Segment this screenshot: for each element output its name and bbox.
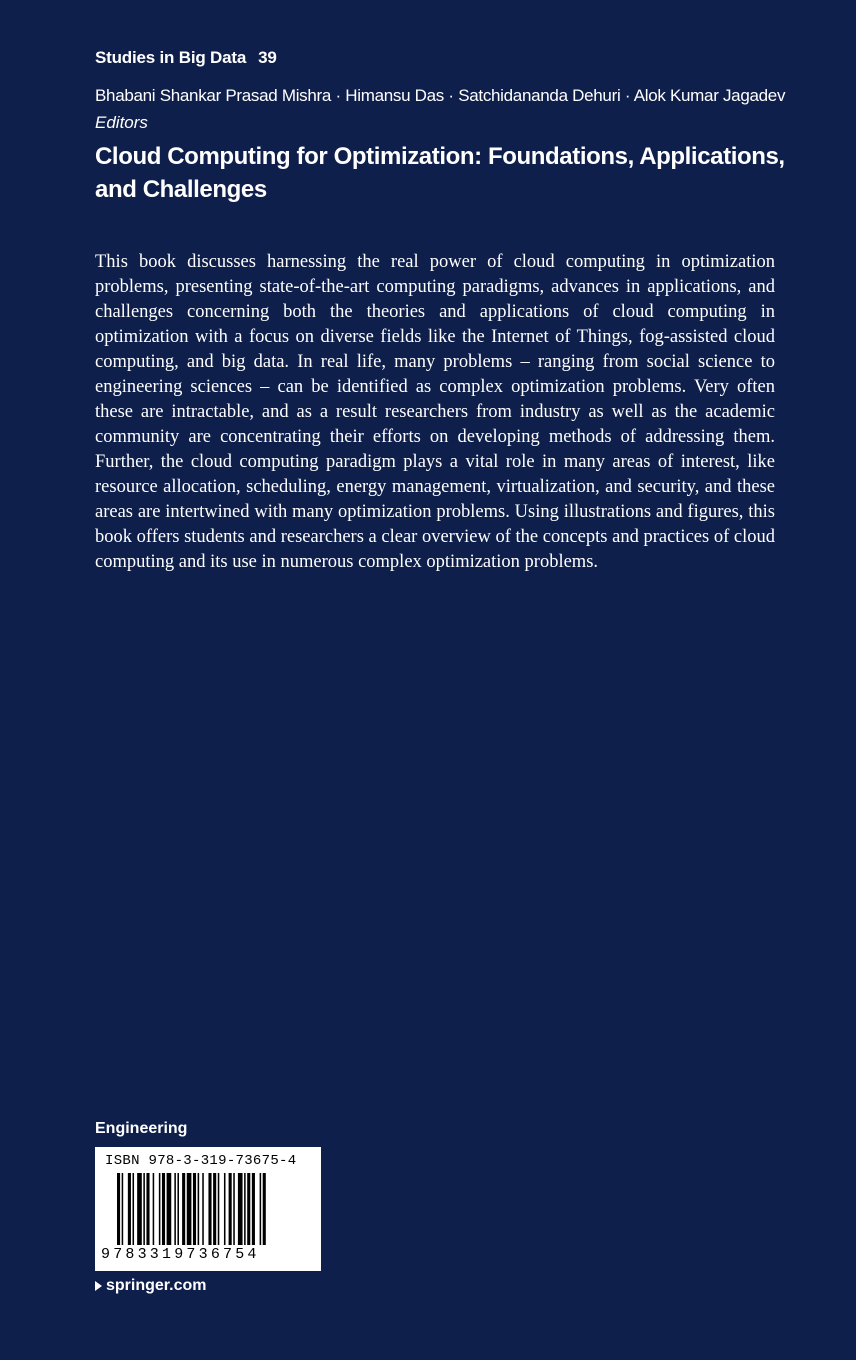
barcode-bar [202,1173,204,1245]
barcode-bar [143,1173,145,1245]
barcode-bar [193,1173,196,1245]
barcode-digits: 9783319736754 [101,1246,260,1263]
barcode-bar [153,1173,155,1245]
publisher-url: springer.com [106,1277,207,1294]
barcode-bar [213,1173,216,1245]
barcode-bar [182,1173,185,1245]
barcode-bar [187,1173,192,1245]
barcode-bar [162,1173,165,1245]
barcode-bar [146,1173,149,1245]
barcode-bar [133,1173,135,1245]
barcode-bar [117,1173,120,1245]
barcode-bar [174,1173,176,1245]
barcode-bar [247,1173,250,1245]
editor-names: Bhabani Shankar Prasad Mishra · Himansu Das · Satchidananda Dehuri · Alok Kumar Jagadev [95,86,786,105]
series-volume: 39 [258,48,277,67]
arrow-right-icon [95,1281,102,1291]
barcode-bar [198,1173,200,1245]
publisher-link[interactable] [95,1277,206,1295]
barcode-bar [159,1173,161,1245]
editors-label: Editors [95,113,148,132]
barcode-bar [263,1173,266,1245]
barcode-bar [252,1173,255,1245]
barcode-bar [137,1173,142,1245]
book-description: This book discusses harnessing the real power of cloud computing in optimization problems, presenting state-of-the-art computing paradigms, advances in applications, and challenges concerning both the theories and applications of cloud computing in optimization with a focus on diverse fields like the Internet of Things, fog-assisted cloud computing, and big data. In real life, many problems – ranging from social science to engineering sciences – can be identified as complex optimization problems. Very often these are intractable, and as a result researchers from industry as well as the academic community are concentrating their efforts on developing methods of addressing them. Further, the cloud computing paradigm plays a vital role in many areas of interest, like resource allocation, scheduling, energy management, virtualization, and security, and these areas are intertwined with many optimization problems. Using illustrations and figures, this book offers students and researchers a clear overview of the concepts and practices of cloud computing and its use in numerous complex optimization problems. [95,252,775,572]
series-name: Studies in Big Data [95,48,247,67]
barcode-bar [238,1173,243,1245]
barcode-bar [229,1173,232,1245]
barcode-bar [260,1173,262,1245]
barcode-bar [218,1173,220,1245]
isbn-label: ISBN 978-3-319-73675-4 [105,1153,297,1169]
subject-category: Engineering [95,1120,188,1137]
barcode-bar [244,1173,246,1245]
barcode-bar [208,1173,211,1245]
barcode-bar [177,1173,179,1245]
book-title: Cloud Computing for Optimization: Foundations, Applications, and Challenges [95,143,785,203]
barcode-bar [128,1173,131,1245]
barcode-bar [167,1173,172,1245]
barcode-bar [122,1173,124,1245]
barcode-bars [117,1173,307,1245]
barcode-bar [233,1173,235,1245]
isbn-barcode [95,1147,321,1271]
barcode-bar [224,1173,226,1245]
series-line [95,48,277,68]
